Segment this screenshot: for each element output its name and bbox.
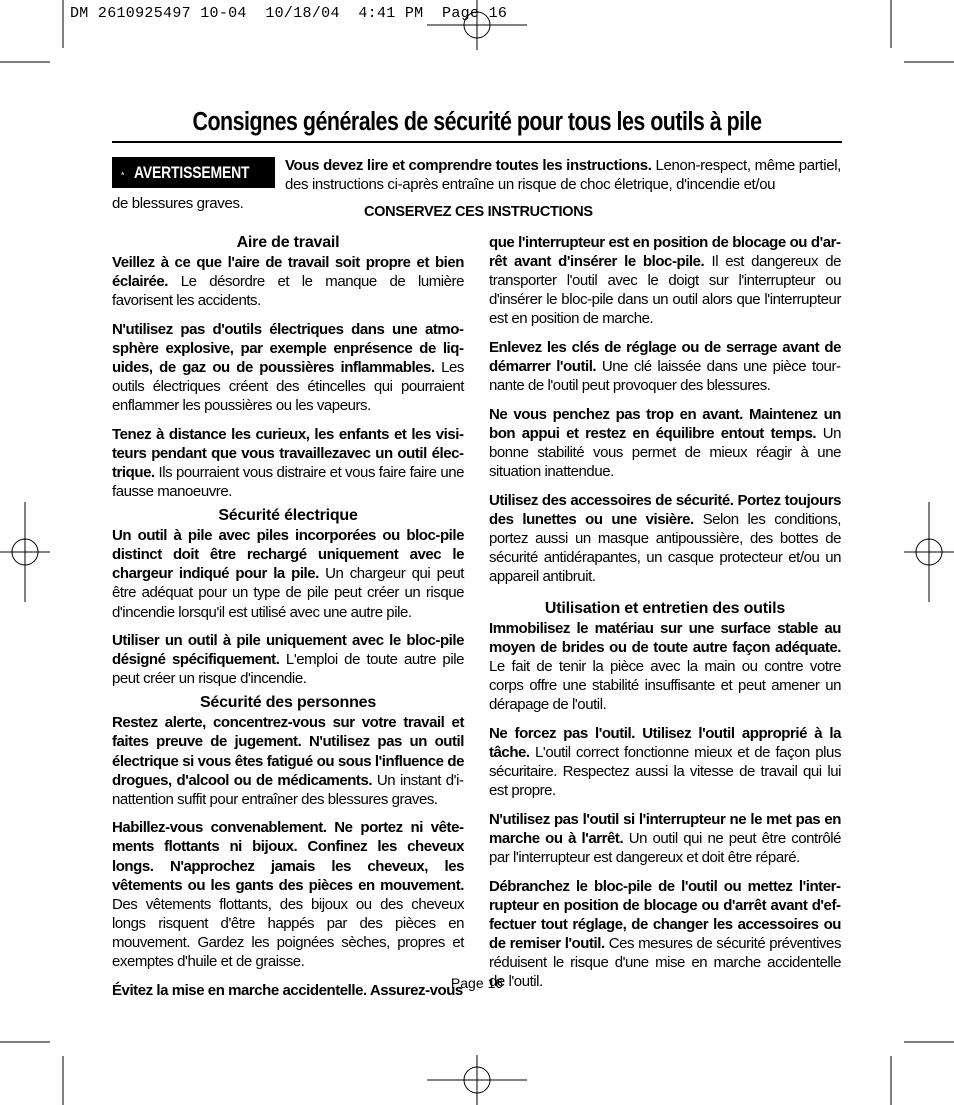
paragraph: Habillez-vous convenablement. Ne portez ni vêtements flottants ni bijoux. Confinez les cheveux longs. N'approchez jamais les cheveux, les vêtements ou les gants des pièces en mouvement. Des vêtements flottants, des bijoux ou des cheveux longs risquent d'être happés par des pièces en mouvement. Gardez les poignées sèches, propres et exemptes d'huile et de graisse. (112, 819, 464, 970)
paragraph: Ne vous penchez pas trop en avant. Maintenez un bon appui et restez en équilibre entout temps. Un bonne stabilité vous permet de mieux réagir à une situation inattendue. (489, 405, 841, 481)
paragraph: Utilisez des accessoires de sécurité. Portez toujours des lunettes ou une visière. Selon les conditions, portez aussi un masque antipoussière, des bottes de sécurité antidérapantes, un casque protecteur et/ou un appareil antibruit. (489, 491, 841, 585)
conserve-heading: CONSERVEZ CES INSTRUCTIONS (364, 204, 593, 220)
section-heading-tool-use: Utilisation et entretien des outils (544, 600, 786, 618)
paragraph: Utiliser un outil à pile uniquement avec le bloc-pile désigné spécifiquement. L'emploi de toute autre pile peut créer un risque d'incendie. (112, 632, 464, 688)
paragraph: Débranchez le bloc-pile de l'outil ou mettez l'interrupteur en position de blocage ou d'arrêt avant d'effectuer tout réglage, de changer les accessoires ou de remiser l'outil. Ces mesures de sécurité préventives réduisent le risque d'une mise en marche accidentelle de l'outil. (489, 877, 841, 991)
paragraph: Tenez à distance les curieux, les enfants et les visiteurs pendant que vous travaillezavec un outil électrique. Ils pourraient vous distraire et vous faire faire une fausse manoeuvre. (112, 425, 464, 501)
paragraph: N'utilisez pas d'outils électriques dans une atmosphère explosive, par exemple enprésence de liquides, de gaz ou de poussières inflammables. Les outils électriques créent des étincelles qui pourraient enflammer les poussières ou les vapeurs. (112, 320, 464, 415)
warning-intro-end: de blessures graves. (112, 195, 244, 212)
title-rule (112, 141, 842, 143)
paragraph: Veillez à ce que l'aire de travail soit propre et bien éclairée. Le désordre et le manque de lumière favorisent les accidents. (112, 254, 464, 310)
warning-label: AVERTISSEMENT (134, 162, 250, 182)
section-heading-personal-safety: Sécurité des personnes (199, 694, 377, 712)
paragraph: Évitez la mise en marche accidentelle. Assurez-vous (112, 981, 463, 999)
paragraph: Enlevez les clés de réglage ou de serrage avant de démarrer l'outil. Une clé laissée dans une pièce tournante de l'outil peut provoquer des blessures. (489, 338, 841, 395)
warning-badge (112, 157, 275, 188)
right-column (489, 233, 841, 1001)
page-title: Consignes générales de sécurité pour tous les outils à pile (192, 108, 762, 136)
section-heading-work-area: Aire de travail (236, 234, 340, 251)
section-heading-electrical-safety: Sécurité électrique (218, 507, 358, 525)
left-column (112, 233, 464, 1009)
page-number: Page 16 (450, 975, 504, 991)
paragraph: Un outil à pile avec piles incorporées ou bloc-pile distinct doit être rechargé uniquement avec le chargeur indiqué pour la pile. Un chargeur qui peut être adéquat pour un type de pile peut créer un risque d'incendie lorsqu'il est utilisé avec une autre pile. (112, 527, 464, 621)
paragraph: Restez alerte, concentrez-vous sur votre travail et faites preuve de jugement. N'utilisez pas un outil électrique si vous êtes fatigué ou sous l'influence de drogues, d'alcool ou de médicaments. Un instant d'inattention suffit pour entraîner des blessures graves. (112, 714, 464, 808)
warning-triangle-icon (121, 166, 124, 180)
warning-intro: Vous devez lire et comprendre toutes les instructions. Lenon-respect, même partiel, des instructions ci-après entraîne un risque de choc életrique, d'incendie et/ou (285, 157, 841, 193)
paragraph: Immobilisez le matériau sur une surface stable au moyen de brides ou de toute autre façon adéquate. Le fait de tenir la pièce avec la main ou contre votre corps offre une stabilité insuffisante et peut amener un dérapage de l'outil. (489, 620, 841, 714)
printer-slug: DM 2610925497 10-04 10/18/04 4:41 PM Page 16 (70, 5, 508, 22)
paragraph: que l'interrupteur est en position de blocage ou d'arrêt avant d'insérer le bloc-pile. Il est dangereux de transporter l'outil avec le doigt sur l'interrupteur ou d'insérer le bloc-pile dans un outil alors que l'interrupteur est en position de marche. (489, 234, 841, 328)
paragraph: N'utilisez pas l'outil si l'interrupteur ne le met pas en marche ou à l'arrêt. Un outil qui ne peut être contrôlé par l'interrupteur est dangereux et doit être réparé. (489, 810, 841, 867)
paragraph: Ne forcez pas l'outil. Utilisez l'outil approprié à la tâche. L'outil correct fonctionne mieux et de façon plus sécuritaire. Respectez aussi la vitesse de travail qui lui est propre. (489, 725, 841, 800)
